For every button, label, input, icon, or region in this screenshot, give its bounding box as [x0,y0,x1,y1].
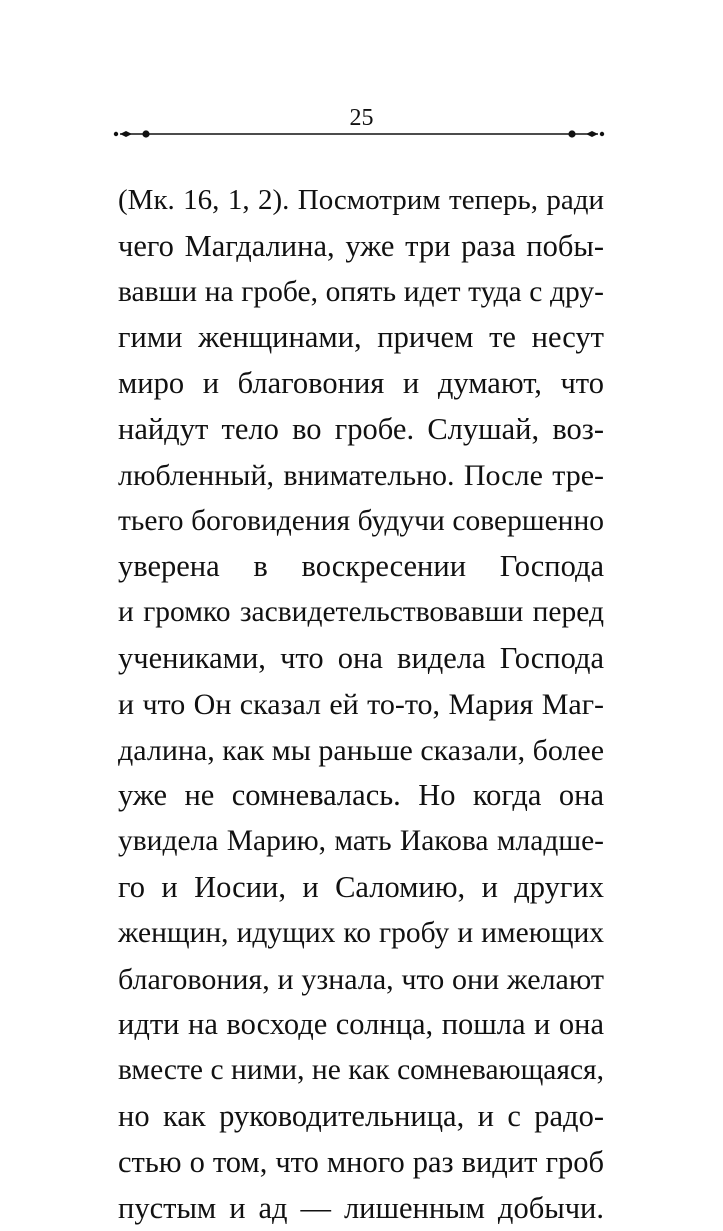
text-line: пустым и ад — лишенным добычи. [118,1190,604,1225]
text-line: вавши на гробе, опять идет туда с дру- [118,275,604,308]
text-line: гими женщинами, причем те несут [118,320,604,355]
text-line: но как руководительница, и с радо- [118,1098,604,1133]
text-line: найдут тело во гробе. Слушай, воз- [118,411,604,446]
text-line: го и Иосии, и Саломию, и других [118,869,604,904]
text-line: вместе с ними, не как сомневающаяся, [118,1054,604,1087]
text-line: учениками, что она видела Господа [118,640,604,675]
text-line: тьего боговидения будучи совершенно [118,504,604,537]
text-line: увидела Марию, мать Иакова младше- [118,825,604,858]
text-line: благовония, и узнала, что они желают [118,962,604,996]
text-line: любленный, внимательно. После тре- [118,458,604,492]
page-number: 25 [349,105,374,131]
text-line: стью о том, что много раз видит гроб [118,1144,604,1179]
text-line: (Мк. 16, 1, 2). Посмотрим теперь, ради [118,184,604,216]
body-text [118,178,604,1231]
text-line: уже не сомневалась. Но когда она [118,778,604,813]
text-line: идти на восходе солнца, пошла и она [118,1007,604,1042]
text-line: и что Он сказал ей то-то, Мария Маг- [118,687,604,721]
text-line: женщин, идущих ко гробу и имеющих [118,916,604,949]
text-line: далина, как мы раньше сказали, более [118,733,605,767]
decorative-header-rule [110,124,608,144]
text-line: миро и благовония и думают, что [118,366,604,401]
text-line: чего Магдалина, уже три раза побы- [118,228,604,263]
text-line: и громко засвидетельствовавши перед [118,596,604,629]
text-line: уверена в воскресении Господа [118,549,604,584]
